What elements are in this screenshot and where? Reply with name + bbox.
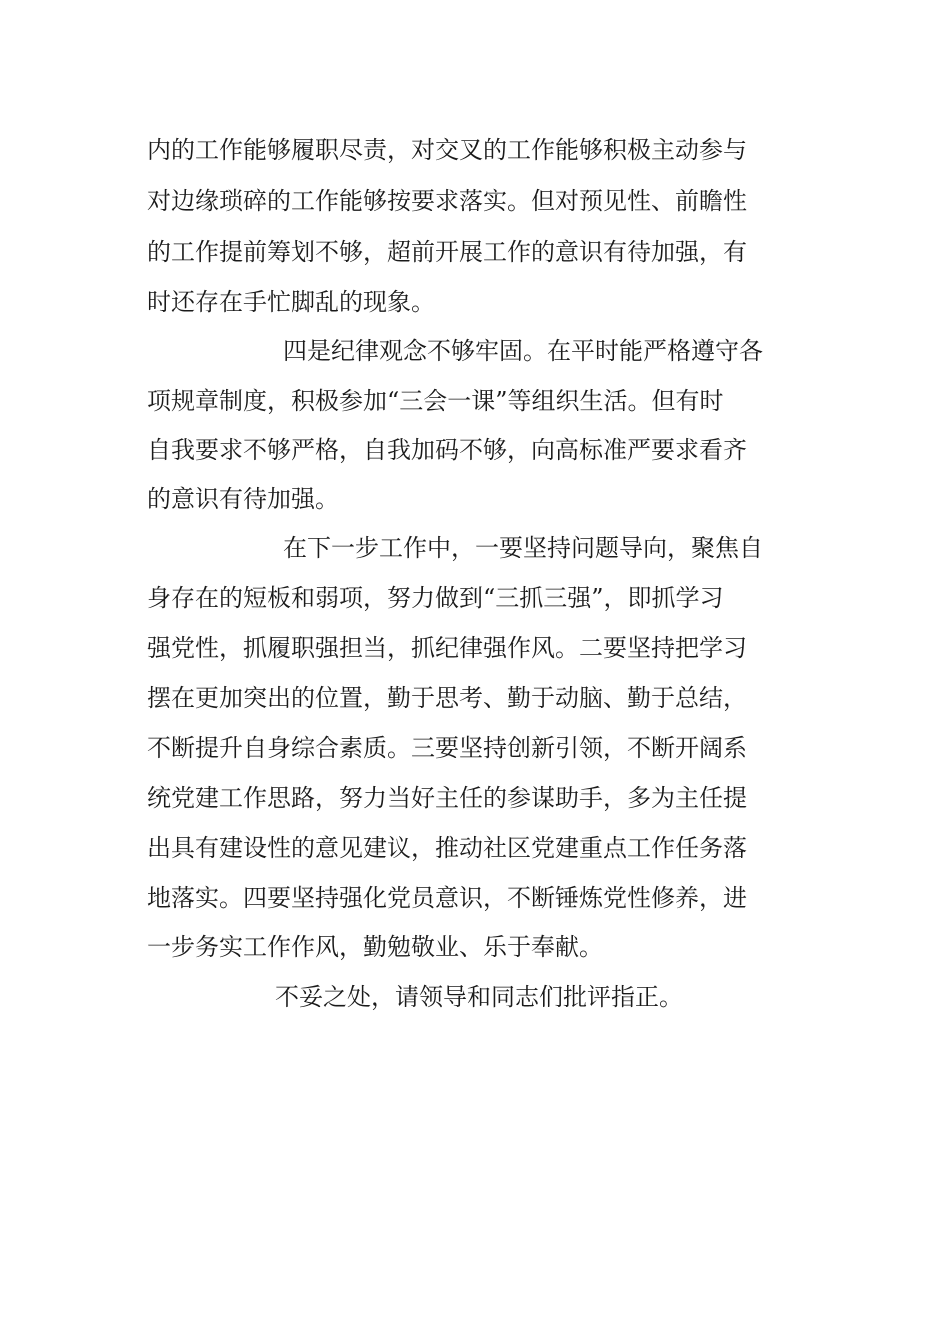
text-line: 的工作提前筹划不够，超前开展工作的意识有待加强，有 [147, 238, 747, 266]
text-line: 强党性，抓履职强担当，抓纪律强作风。二要坚持把学习 [147, 634, 747, 662]
text-line: 一步务实工作作风，勤勉敬业、乐于奉献。 [147, 933, 603, 961]
text-line: 的意识有待加强。 [147, 485, 339, 513]
text-line: 自我要求不够严格，自我加码不够，向高标准严要求看齐 [147, 436, 747, 464]
text-line: 时还存在手忙脚乱的现象。 [147, 288, 435, 316]
text-line: 对边缘琐碎的工作能够按要求落实。但对预见性、前瞻性 [147, 187, 747, 215]
paragraph-start-line: 在下一步工作中，一要坚持问题导向，聚焦自 [283, 534, 763, 562]
text-line: 内的工作能够履职尽责，对交叉的工作能够积极主动参与 [147, 136, 747, 164]
text-line: 统党建工作思路，努力当好主任的参谋助手，多为主任提 [147, 784, 747, 812]
text-line: 身存在的短板和弱项，努力做到“三抓三强”，即抓学习 [147, 584, 724, 612]
text-line: 摆在更加突出的位置，勤于思考、勤于动脑、勤于总结， [147, 684, 747, 712]
paragraph-start-line: 四是纪律观念不够牢固。在平时能严格遵守各 [283, 337, 763, 365]
text-line: 不断提升自身综合素质。三要坚持创新引领，不断开阔系 [147, 734, 747, 762]
text-line: 地落实。四要坚持强化党员意识，不断锤炼党性修养，进 [147, 884, 747, 912]
text-line: 项规章制度，积极参加“三会一课”等组织生活。但有时 [147, 387, 724, 415]
text-line: 出具有建设性的意见建议，推动社区党建重点工作任务落 [147, 834, 747, 862]
closing-line: 不妥之处，请领导和同志们批评指正。 [275, 983, 683, 1011]
